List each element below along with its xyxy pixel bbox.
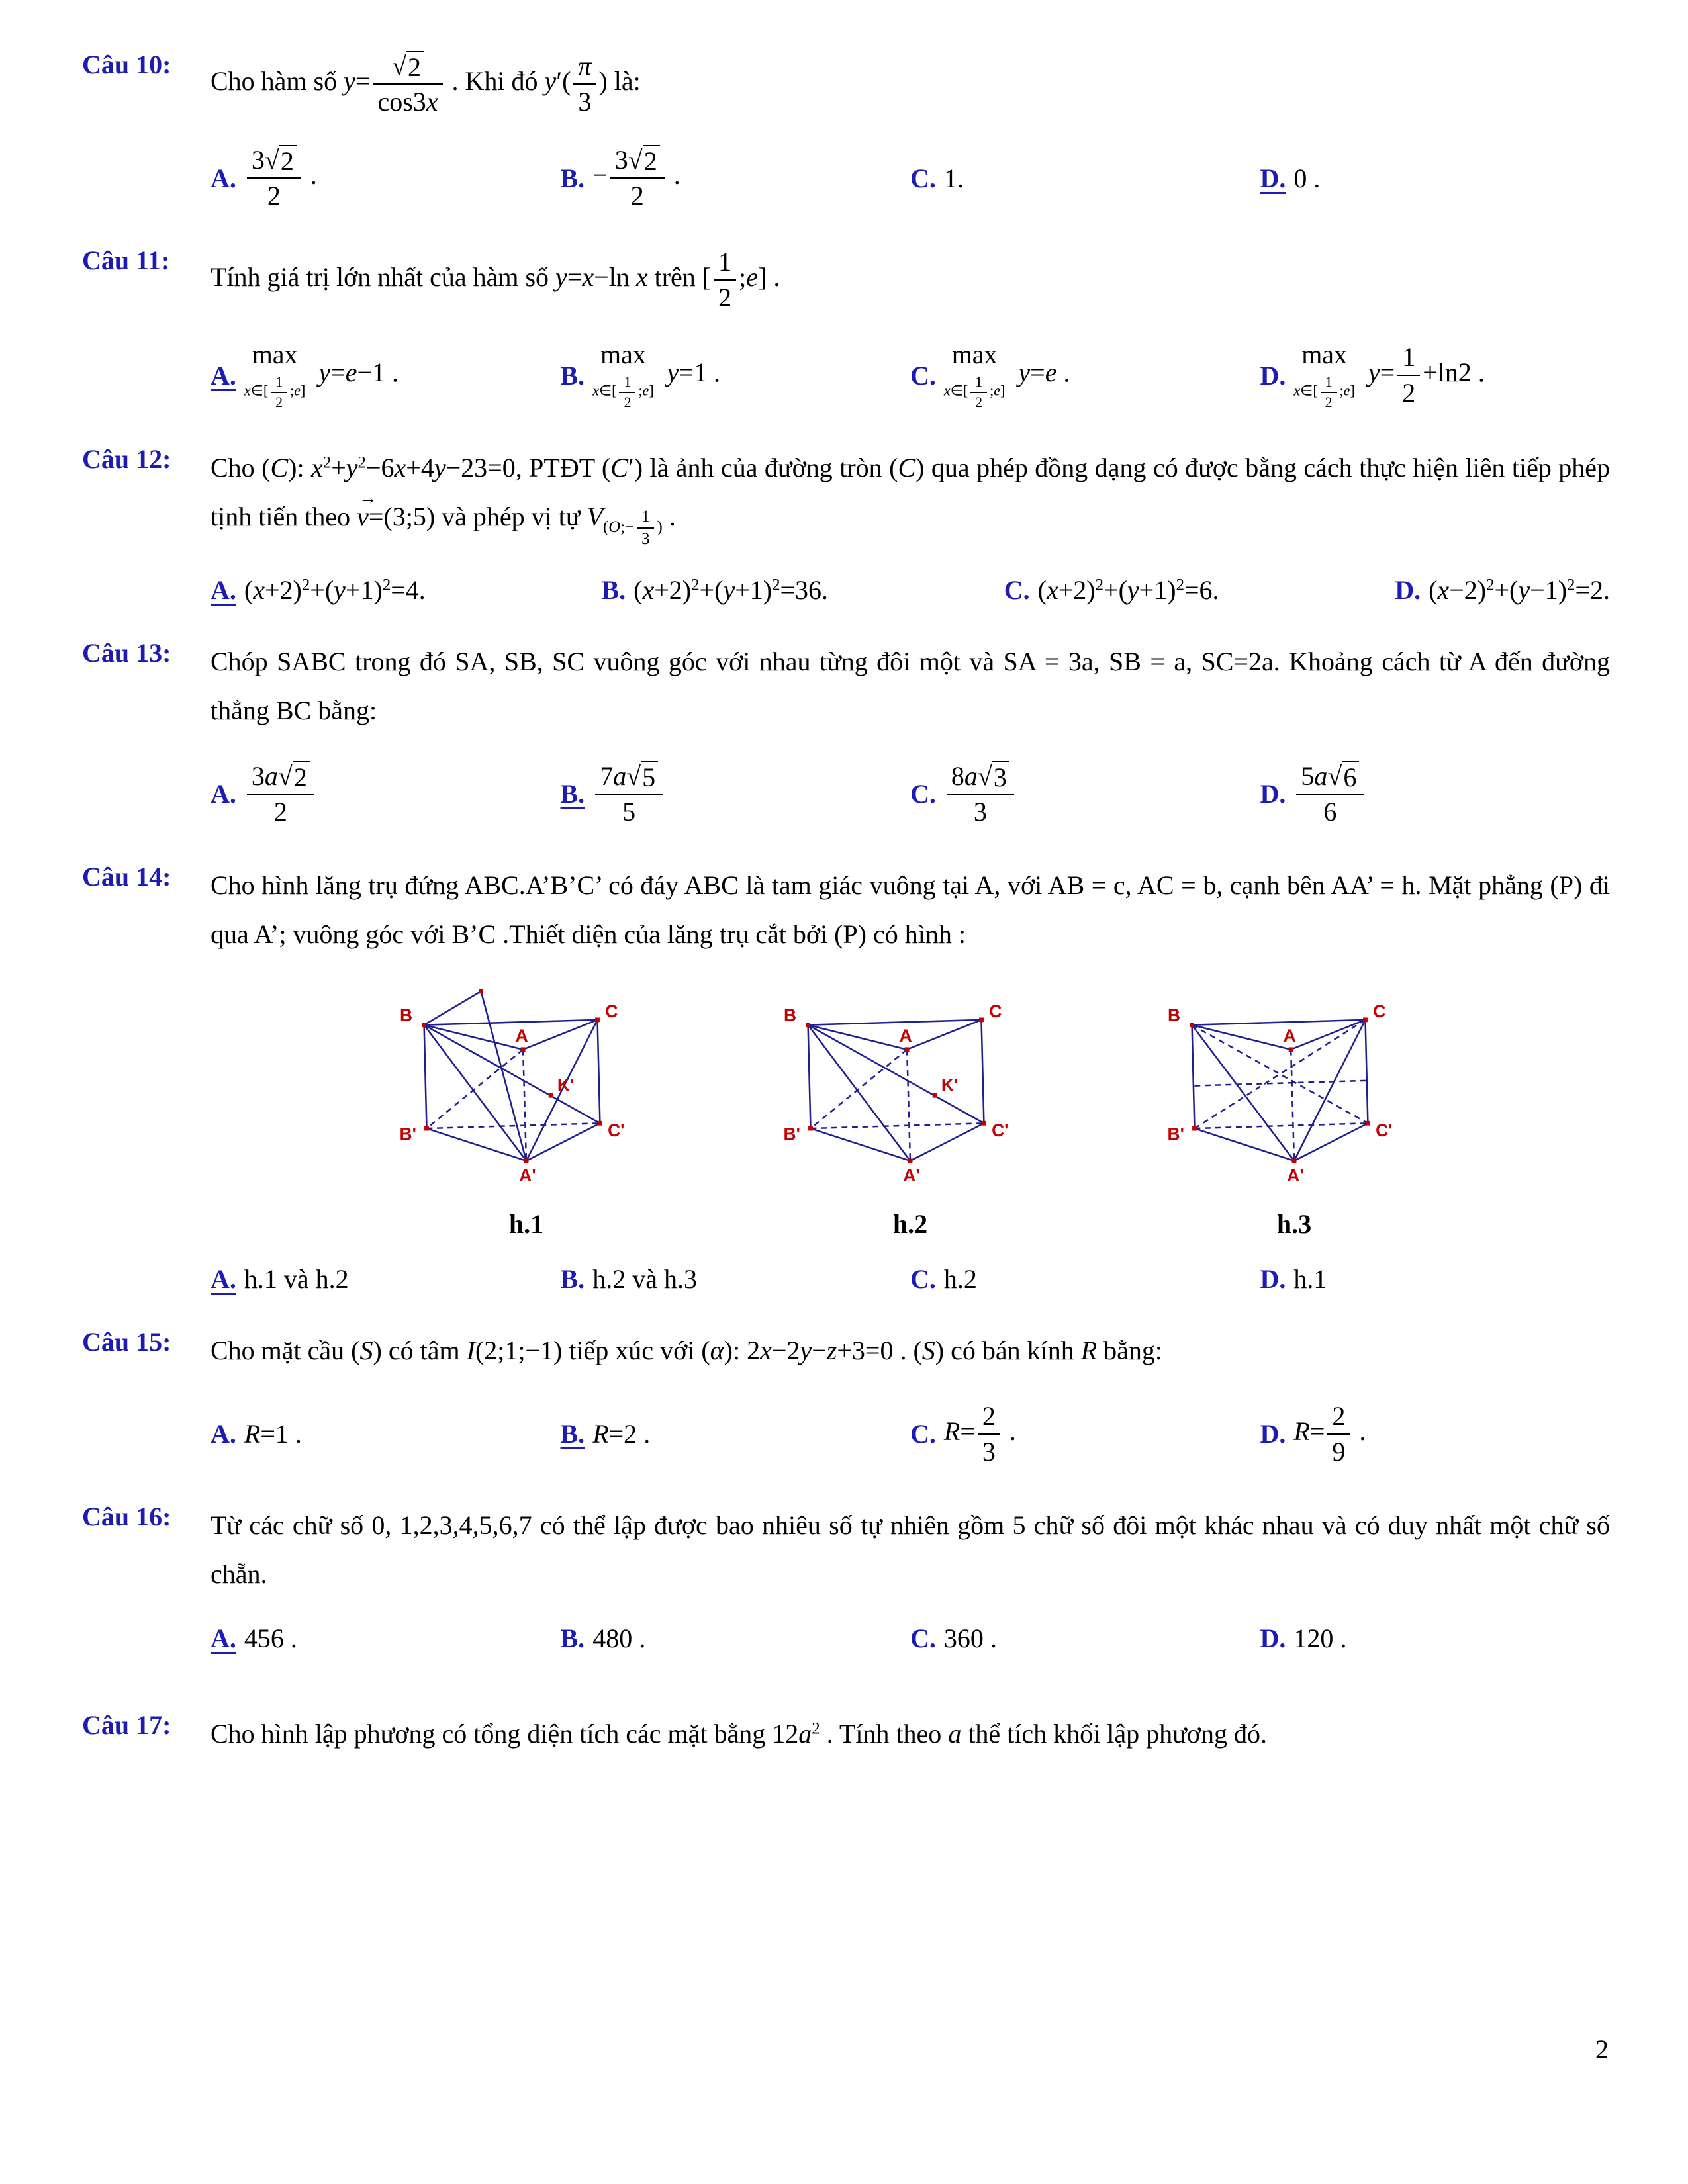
option-b [561, 1418, 911, 1449]
figure-caption: h.1 [508, 1208, 544, 1239]
vertex-label: B [783, 1005, 796, 1025]
question-label: Câu 15: [82, 1326, 171, 1357]
options-row [211, 143, 1610, 213]
option-d [1260, 339, 1611, 412]
options-row [211, 759, 1610, 829]
option-key: B. [601, 574, 626, 605]
question-text: Cho hàm số y= √ 2 cos3x . Khi đó y′( $\frac{\pi}{3}$ ) là: [211, 49, 1610, 119]
option-d [1260, 759, 1611, 829]
option-key: B. [560, 1623, 585, 1653]
question-15 [82, 1326, 1610, 1469]
option-key: C. [910, 1263, 936, 1294]
option-text: max x∈[ $\frac{1}{2}$ ;e] y=e . [943, 340, 1070, 410]
option-b [601, 574, 828, 606]
option-key: D. [1260, 1419, 1286, 1449]
options-row [211, 339, 1610, 412]
option-text: 120 . [1293, 1623, 1347, 1653]
question-text: Cho hình lập phương có tổng diện tích các mặt bằng $12a^2$ . Tính theo a thể tích khối lập phương đó. [211, 1718, 1267, 1749]
question-text: Cho mặt cầu (S) có tâm I(2;1;−1) tiếp xúc với (α): 2x−2y−z+3=0 . (S) có bán kính R bằng: [211, 1335, 1163, 1365]
option-text: $(x+2)^2+(y+1)^2=4$. [244, 574, 426, 605]
option-text: 1. [943, 163, 964, 193]
option-c [910, 759, 1260, 829]
option-text: h.1 [1293, 1263, 1327, 1294]
option-key: B. [560, 779, 585, 809]
option-key: A. [211, 574, 236, 605]
question-text: Tính giá trị lớn nhất của hàm số y=x−ln x trên [ $\frac{1}{2}$ ;e] . [211, 245, 1610, 315]
vertex-label: K' [941, 1075, 959, 1095]
option-a [211, 339, 561, 412]
option-key: A. [211, 779, 236, 809]
question-16 [82, 1501, 1610, 1654]
option-a [211, 759, 561, 829]
option-key: C. [910, 360, 936, 390]
option-key: C. [1004, 574, 1030, 605]
vertex-label: A' [519, 1165, 536, 1185]
option-key: B. [560, 1419, 585, 1449]
options-row [211, 574, 1610, 606]
vertex-label: A [515, 1025, 528, 1046]
option-key: A. [211, 1623, 236, 1653]
option-b [561, 759, 911, 829]
option-key: D. [1260, 779, 1286, 809]
option-key: C. [910, 1623, 936, 1653]
option-d [1395, 574, 1610, 606]
question-label: Câu 11: [82, 246, 170, 275]
question-text: Chóp SABC trong đó SA, SB, SC vuông góc với nhau từng đôi một và SA = 3a, SB = a, SC=2a. Khoảng cách từ A đến đường thẳng BC bằng: [211, 646, 1610, 725]
option-b [561, 1623, 911, 1654]
option-b [561, 1263, 911, 1295]
options-row [211, 1399, 1610, 1469]
option-c [910, 1399, 1260, 1469]
option-text: h.2 [943, 1263, 977, 1294]
figure-h2 [768, 987, 1053, 1240]
option-text: 3a √ 2 2 [244, 759, 317, 829]
option-c [910, 1623, 1260, 1654]
option-text: h.1 và h.2 [244, 1263, 349, 1294]
question-10 [82, 49, 1610, 213]
vertex-label: A' [903, 1165, 920, 1185]
option-key: C. [910, 779, 936, 809]
vertex-label: C' [992, 1120, 1009, 1140]
option-b [561, 339, 911, 412]
option-key: B. [560, 360, 585, 390]
vertex-label: A [899, 1025, 912, 1046]
option-a [211, 1418, 561, 1449]
figure-caption: h.3 [1276, 1208, 1312, 1239]
options-row [211, 1623, 1610, 1654]
option-text: − 3 √ 2 2 . [592, 143, 680, 213]
vertex-label: A' [1287, 1165, 1304, 1185]
vertex-label: B' [399, 1124, 416, 1144]
option-c [910, 163, 1260, 194]
option-key: A. [211, 360, 236, 390]
option-key: C. [910, 1419, 936, 1449]
figure-h1 [384, 987, 669, 1240]
option-c [1004, 574, 1219, 606]
option-b [561, 143, 911, 213]
option-key: C. [910, 163, 936, 193]
option-text: max x∈[ $\frac{1}{2}$ ;e] y=e−1 . [244, 340, 399, 410]
option-text: 8a √ 3 3 [944, 759, 1017, 829]
option-text: 456 . [244, 1623, 297, 1653]
vertex-label: C [1373, 1001, 1386, 1021]
option-key: D. [1260, 1263, 1286, 1294]
question-text: Cho (C): $x^2+y^2-6x+4y-23=0$, PTĐT (C′) là ảnh của đường tròn (C) qua phép đồng dạng có được bằng cách thực hiện liên tiếp phép tịnh tiến theo → v=(3;5) và phép vị tự $V_{(O;- \frac{1}{3} )}$ . [211, 453, 1611, 549]
option-text: R=1 . [244, 1419, 302, 1449]
vertex-label: C' [608, 1120, 625, 1140]
question-11 [82, 245, 1610, 412]
question-label: Câu 12: [82, 444, 171, 475]
option-a [211, 143, 561, 213]
question-13 [82, 637, 1610, 829]
option-text: max x∈[ $\frac{1}{2}$ ;e] y= $\frac{1}{2}$ +ln2 . [1293, 340, 1485, 410]
option-c [910, 1263, 1260, 1295]
vertex-label: B [1167, 1005, 1180, 1025]
prism-diagram-h2 [768, 987, 1053, 1189]
option-text: 5a √ 6 6 [1293, 759, 1366, 829]
question-label: Câu 10: [82, 50, 171, 79]
option-text: h.2 và h.3 [592, 1263, 697, 1294]
figure-caption: h.2 [892, 1208, 928, 1239]
option-d [1260, 163, 1611, 194]
vertex-label: K' [557, 1075, 575, 1095]
vertex-label: C [989, 1001, 1002, 1021]
option-text: R= $\frac{2}{9}$ . [1293, 1399, 1366, 1469]
option-text: 7a √ 5 5 [592, 759, 665, 829]
options-row [211, 1263, 1610, 1295]
vertex-label: A [1283, 1025, 1296, 1046]
option-key: B. [560, 163, 585, 193]
question-label: Câu 17: [82, 1709, 171, 1740]
option-a [211, 1263, 561, 1295]
prism-diagram-h3 [1152, 987, 1436, 1189]
option-a [211, 574, 426, 606]
question-14 [82, 861, 1610, 1295]
vertex-label: C' [1376, 1120, 1393, 1140]
option-text: 360 . [943, 1623, 997, 1653]
option-text: 0 . [1293, 163, 1321, 193]
option-key: D. [1260, 1623, 1286, 1653]
option-a [211, 1623, 561, 1654]
option-key: D. [1395, 574, 1421, 605]
option-text: $(x-2)^2+(y-1)^2=2$. [1429, 574, 1610, 605]
question-12 [82, 443, 1610, 605]
option-d [1260, 1623, 1611, 1654]
option-key: A. [211, 1263, 236, 1294]
page-number: 2 [1595, 2034, 1609, 2064]
vertex-label: C [605, 1001, 618, 1021]
question-label: Câu 13: [82, 637, 171, 668]
question-label: Câu 16: [82, 1501, 171, 1531]
option-key: D. [1260, 163, 1286, 193]
question-text: Từ các chữ số 0, 1,2,3,4,5,6,7 có thể lập được bao nhiêu số tự nhiên gồm 5 chữ số đôi một khác nhau và có duy nhất một chữ số chẵn. [211, 1510, 1610, 1589]
option-key: A. [211, 1419, 236, 1449]
prism-diagram-h1 [384, 987, 669, 1189]
option-text: $(x+2)^2+(y+1)^2=6$. [1037, 574, 1219, 605]
figure-h3 [1152, 987, 1436, 1240]
option-text: $(x+2)^2+(y+1)^2=36$. [633, 574, 829, 605]
option-d [1260, 1399, 1611, 1469]
vertex-label: B [399, 1005, 412, 1025]
figure-row [211, 987, 1610, 1240]
question-text: Cho hình lăng trụ đứng ABC.A’B’C’ có đáy ABC là tam giác vuông tại A, với AB = c, AC = b, cạnh bên AA’ = h. Mặt phẳng (P) đi qua A’; vuông góc với B’C .Thiết diện của lăng trụ cắt bởi (P) có hình : [211, 870, 1610, 949]
option-text: 3 √ 2 2 . [244, 143, 317, 213]
vertex-label: B' [1167, 1124, 1184, 1144]
option-c [910, 339, 1260, 412]
option-d [1260, 1263, 1611, 1295]
option-text: max x∈[ $\frac{1}{2}$ ;e] y=1 . [592, 340, 720, 410]
option-key: D. [1260, 360, 1286, 390]
question-17 [82, 1709, 1610, 1758]
option-text: 480 . [592, 1623, 646, 1653]
question-label: Câu 14: [82, 861, 171, 891]
option-text: R= $\frac{2}{3}$ . [944, 1399, 1016, 1469]
option-key: A. [211, 163, 236, 193]
vertex-label: B' [783, 1124, 800, 1144]
option-key: B. [560, 1263, 585, 1294]
option-text: R=2 . [592, 1419, 651, 1449]
